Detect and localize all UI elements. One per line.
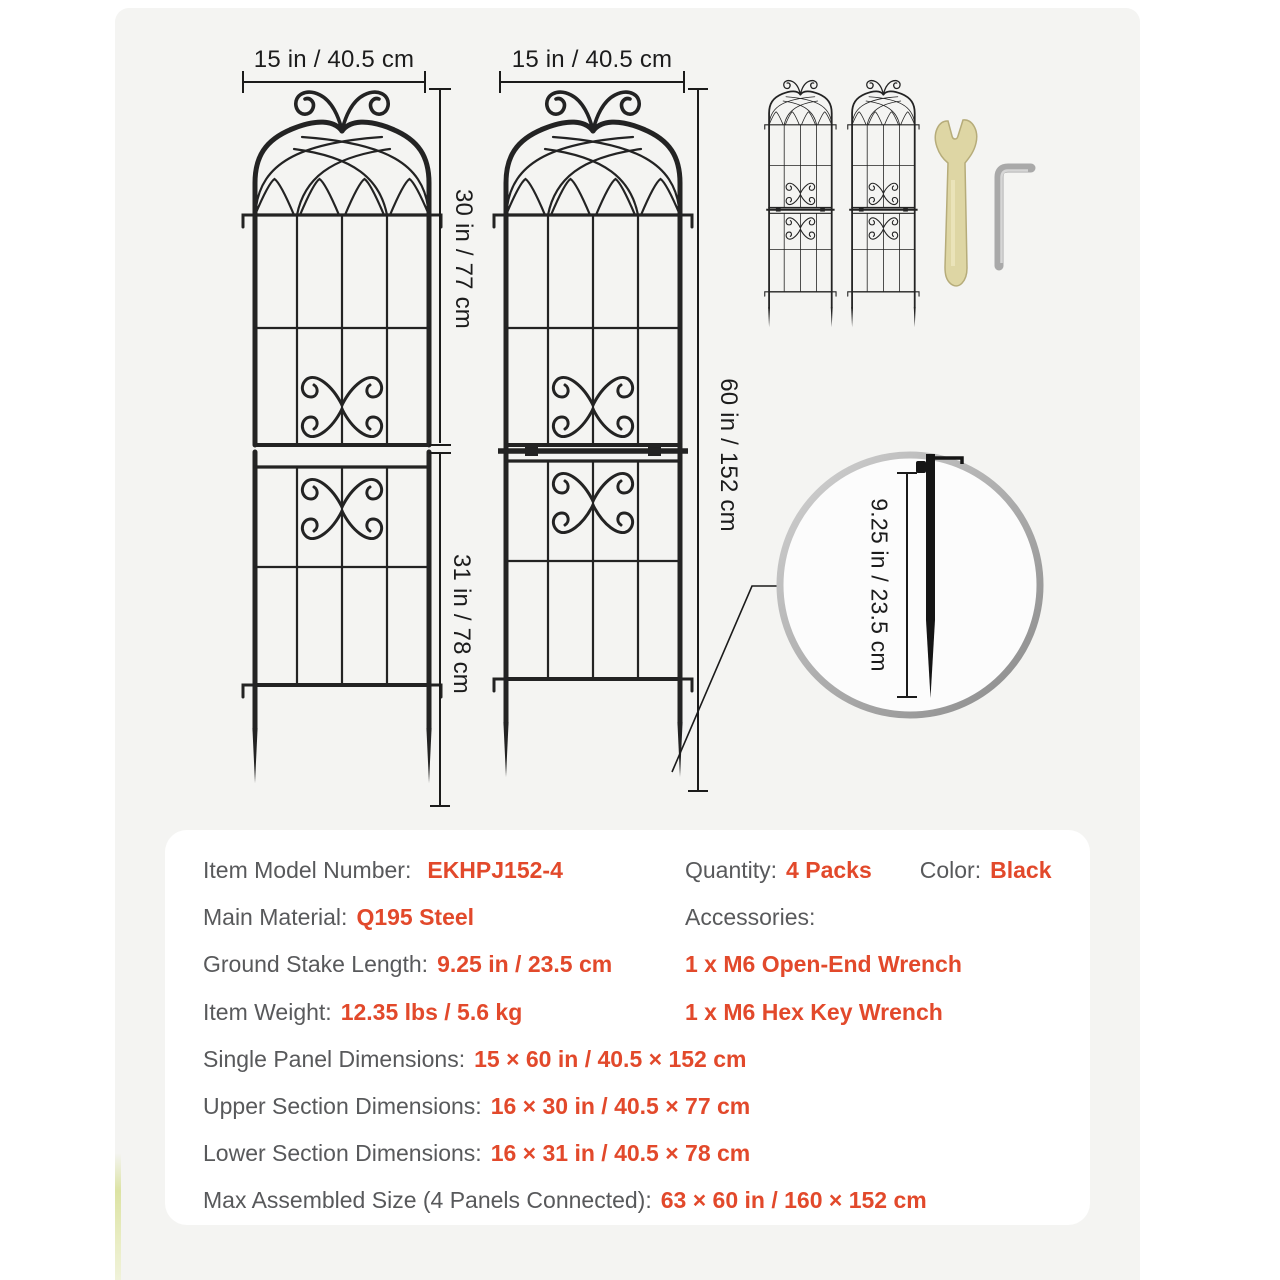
spec-label: Lower Section Dimensions:: [203, 1140, 482, 1166]
spec-value: EKHPJ152-4: [427, 857, 563, 883]
upper-height-dim-line: [429, 89, 451, 445]
panel2-width-label: 15 in / 40.5 cm: [511, 46, 673, 73]
stake-detail-circle: [780, 454, 1040, 715]
spec-row-weight: [203, 998, 522, 1026]
spec-row-max-assembled: [203, 1186, 927, 1214]
spec-row-stake-length: [203, 950, 612, 978]
spec-row-quantity-color: [685, 856, 1051, 884]
spec-row-model: [203, 856, 563, 884]
spec-label: Accessories:: [685, 904, 816, 930]
panel1-width-label: 15 in / 40.5 cm: [253, 46, 415, 73]
lower-height-label: 31 in / 78 cm: [448, 553, 475, 695]
product-image-canvas: [115, 8, 1140, 1280]
spec-value: 12.35 lbs / 5.6 kg: [340, 999, 523, 1025]
spec-label: Upper Section Dimensions:: [203, 1093, 482, 1119]
spec-row-accessories: [685, 903, 815, 931]
spec-row-material: [203, 903, 474, 931]
hex-key-icon: [999, 168, 1031, 266]
spec-label: Item Weight:: [203, 999, 332, 1025]
trellis-thumbnail-2: [848, 81, 919, 328]
spec-label: Quantity:: [685, 857, 778, 883]
width-dim-line-2: [500, 71, 684, 93]
spec-label: Single Panel Dimensions:: [203, 1046, 466, 1072]
spec-value: Black: [990, 857, 1052, 883]
spec-value: 1 x M6 Hex Key Wrench: [685, 999, 943, 1025]
spec-value: 1 x M6 Open-End Wrench: [685, 951, 962, 977]
spec-value: 15 × 60 in / 40.5 × 152 cm: [474, 1046, 747, 1072]
total-height-label: 60 in / 152 cm: [715, 378, 742, 532]
spec-row-upper-section: [203, 1092, 750, 1120]
open-end-wrench-icon: [935, 120, 976, 286]
spec-row-single-panel: [203, 1045, 746, 1073]
spec-row-lower-section: [203, 1139, 750, 1167]
upper-height-label: 30 in / 77 cm: [450, 188, 477, 330]
spec-label: Max Assembled Size (4 Panels Connected):: [203, 1187, 652, 1213]
spec-row-accessory-2: [685, 998, 943, 1026]
spec-value: 16 × 31 in / 40.5 × 78 cm: [490, 1140, 751, 1166]
spec-label: Main Material:: [203, 904, 348, 930]
spec-label: Ground Stake Length:: [203, 951, 429, 977]
spec-value: 4 Packs: [786, 857, 872, 883]
spec-value: 9.25 in / 23.5 cm: [437, 951, 613, 977]
spec-value: Q195 Steel: [356, 904, 475, 930]
trellis-panel-split-illustration: [243, 92, 441, 783]
spec-box: [165, 830, 1090, 1225]
spec-row-accessory-1: [685, 950, 962, 978]
trellis-panel-assembled-illustration: [494, 92, 692, 777]
width-dim-line-1: [243, 71, 425, 93]
trellis-thumbnail-1: [765, 81, 836, 328]
spec-value: 16 × 30 in / 40.5 × 77 cm: [490, 1093, 751, 1119]
spec-value: 63 × 60 in / 160 × 152 cm: [660, 1187, 927, 1213]
leaf-edge-decoration: [115, 1153, 121, 1280]
spec-label: Item Model Number:: [203, 857, 412, 883]
stake-length-label: 9.25 in / 23.5 cm: [866, 498, 893, 672]
spec-label: Color:: [919, 857, 982, 883]
